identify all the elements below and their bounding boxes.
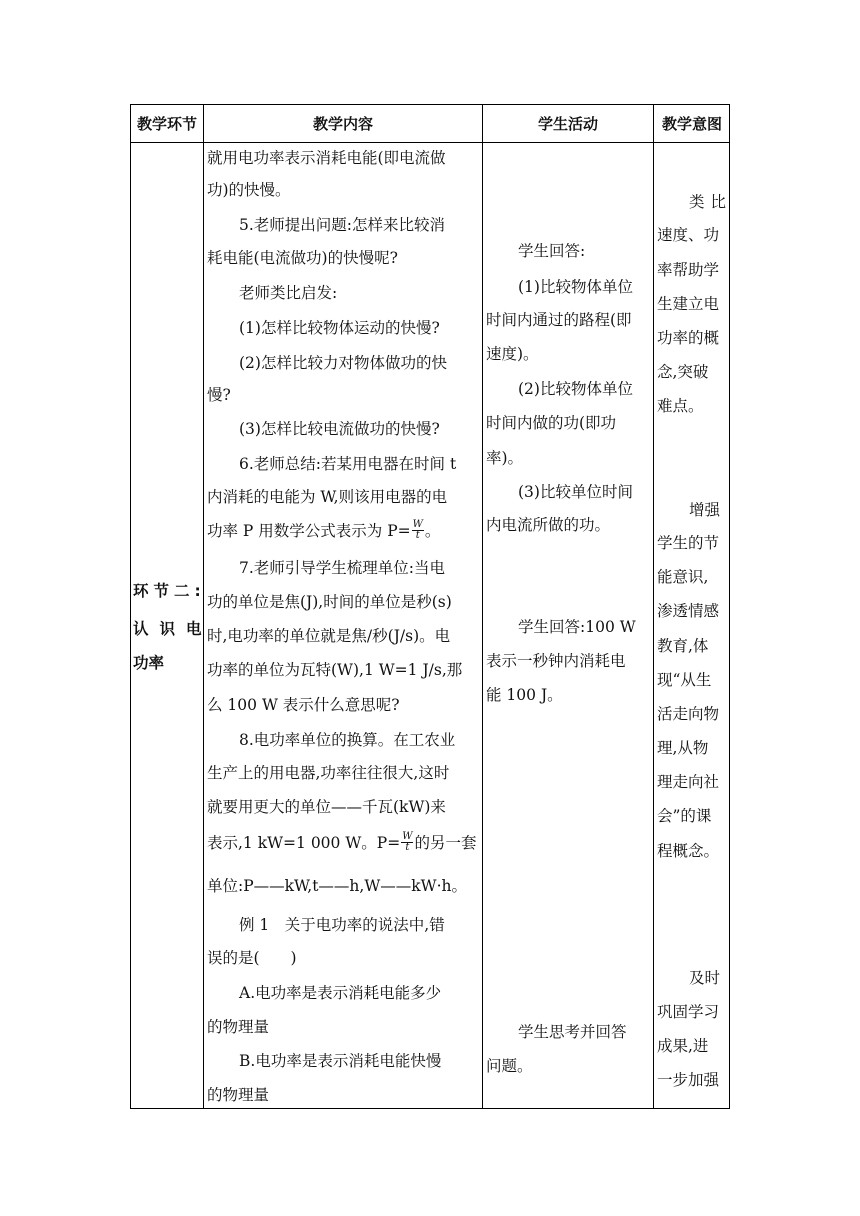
stage-label-line: 认识电 bbox=[133, 620, 213, 638]
activity-line: 率)。 bbox=[486, 449, 524, 467]
intent-line: 念,突破 bbox=[657, 363, 709, 381]
formula-line bbox=[207, 518, 441, 543]
intent-line: 能意识, bbox=[657, 568, 709, 586]
activity-line: 速度)。 bbox=[486, 345, 539, 363]
intent-line: 巩固学习 bbox=[657, 1003, 720, 1021]
content-line: 功的单位是焦(J),时间的单位是秒(s) bbox=[207, 593, 452, 611]
content-line: B.电功率是表示消耗电能快慢 bbox=[239, 1052, 442, 1070]
formula-line-text: 表示,1 kW=1 000 W。P= bbox=[207, 834, 401, 852]
intent-line: 及时 bbox=[689, 969, 721, 987]
intent-line: 活走向物 bbox=[657, 705, 720, 723]
content-line: 误的是( ) bbox=[207, 949, 297, 967]
content-line: 就要用更大的单位——千瓦(kW)来 bbox=[207, 798, 446, 816]
intent-line: 难点。 bbox=[657, 397, 704, 415]
intent-line: 一步加强 bbox=[657, 1071, 720, 1089]
intent-line: 学生的节 bbox=[657, 534, 720, 552]
content-line: 耗电能(电流做功)的快慢呢? bbox=[207, 249, 398, 267]
stage-label-line: 环节二: bbox=[133, 582, 206, 600]
header-stage: 教学环节 bbox=[136, 115, 197, 133]
power-formula-fraction bbox=[401, 832, 413, 853]
stage-label-line: 功率 bbox=[133, 654, 165, 672]
fraction-denominator: t bbox=[415, 529, 420, 541]
intent-line: 增强 bbox=[689, 501, 721, 519]
fraction-numerator: W bbox=[402, 830, 413, 842]
activity-line: 能 100 J。 bbox=[486, 686, 563, 704]
content-line: 内消耗的电能为 W,则该用电器的电 bbox=[207, 488, 448, 506]
content-line: 例 1 关于电功率的说法中,错 bbox=[239, 916, 445, 934]
intent-line: 渗透情感 bbox=[657, 602, 720, 620]
intent-line: 类比 bbox=[689, 193, 733, 211]
activity-line: 学生回答:100 W bbox=[518, 618, 636, 636]
content-line: 生产上的用电器,功率往往很大,这时 bbox=[207, 764, 450, 782]
activity-line: 表示一秒钟内消耗电 bbox=[486, 652, 626, 670]
content-line: 么 100 W 表示什么意思呢? bbox=[207, 696, 400, 714]
content-line: 的物理量 bbox=[207, 1086, 270, 1104]
content-line: 慢? bbox=[207, 386, 231, 404]
content-line: 6.老师总结:若某用电器在时间 t bbox=[239, 455, 457, 473]
header-intent: 教学意图 bbox=[661, 115, 722, 133]
activity-line: 学生回答: bbox=[518, 242, 586, 260]
content-line: 就用电功率表示消耗电能(即电流做 bbox=[207, 149, 446, 167]
activity-line: (3)比较单位时间 bbox=[518, 483, 633, 501]
header-activity: 学生活动 bbox=[537, 115, 598, 133]
content-line: (3)怎样比较电流做功的快慢? bbox=[239, 420, 440, 438]
content-line: 8.电功率单位的换算。在工农业 bbox=[239, 731, 456, 749]
header-content: 教学内容 bbox=[312, 115, 373, 133]
power-formula-fraction bbox=[412, 520, 424, 541]
intent-line: 教育,体 bbox=[657, 637, 709, 655]
lesson-plan-table bbox=[130, 104, 733, 1109]
formula-tail: 。 bbox=[424, 522, 441, 540]
content-line: 的物理量 bbox=[207, 1018, 270, 1036]
activity-line: 学生思考并回答 bbox=[518, 1023, 627, 1041]
content-line: (1)怎样比较物体运动的快慢? bbox=[239, 319, 440, 337]
intent-line: 成果,进 bbox=[657, 1037, 709, 1055]
formula-line-text: 的另一套 bbox=[414, 834, 477, 852]
activity-line: 问题。 bbox=[486, 1057, 533, 1075]
activity-line: 内电流所做的功。 bbox=[486, 516, 611, 534]
content-line: 7.老师引导学生梳理单位:当电 bbox=[239, 559, 446, 577]
intent-line: 功率的概 bbox=[657, 329, 720, 347]
intent-line: 理,从物 bbox=[657, 739, 709, 757]
activity-line: 时间内做的功(即功 bbox=[486, 414, 617, 432]
activity-line: (2)比较物体单位 bbox=[518, 380, 633, 398]
content-line: 功率的单位为瓦特(W),1 W=1 J/s,那 bbox=[207, 661, 463, 679]
fraction-denominator: t bbox=[405, 841, 410, 853]
content-line: 时,电功率的单位就是焦/秒(J/s)。电 bbox=[207, 627, 451, 645]
column-divider bbox=[203, 105, 204, 1108]
fraction-numerator: W bbox=[412, 518, 423, 530]
intent-line: 会”的课 bbox=[657, 807, 712, 825]
intent-line: 生建立电 bbox=[657, 295, 720, 313]
column-divider bbox=[482, 105, 483, 1108]
intent-line: 程概念。 bbox=[657, 842, 720, 860]
content-line: A.电功率是表示消耗电能多少 bbox=[239, 984, 442, 1002]
intent-line: 理走向社 bbox=[657, 773, 720, 791]
content-line: 单位:P——kW,t——h,W——kW·h。 bbox=[207, 877, 467, 895]
column-divider bbox=[653, 105, 654, 1108]
formula-line bbox=[207, 830, 477, 855]
activity-line: (1)比较物体单位 bbox=[518, 278, 633, 296]
content-line: (2)怎样比较力对物体做功的快 bbox=[239, 354, 447, 372]
formula-line-text: 功率 P 用数学公式表示为 P= bbox=[207, 522, 411, 540]
intent-line: 速度、功 bbox=[657, 226, 720, 244]
intent-line: 现“从生 bbox=[657, 671, 712, 689]
activity-line: 时间内通过的路程(即 bbox=[486, 311, 632, 329]
content-line: 老师类比启发: bbox=[239, 284, 338, 302]
content-line: 5.老师提出问题:怎样来比较消 bbox=[239, 216, 446, 234]
header-divider bbox=[131, 142, 729, 143]
intent-line: 率帮助学 bbox=[657, 261, 720, 279]
content-line: 功)的快慢。 bbox=[207, 181, 291, 199]
